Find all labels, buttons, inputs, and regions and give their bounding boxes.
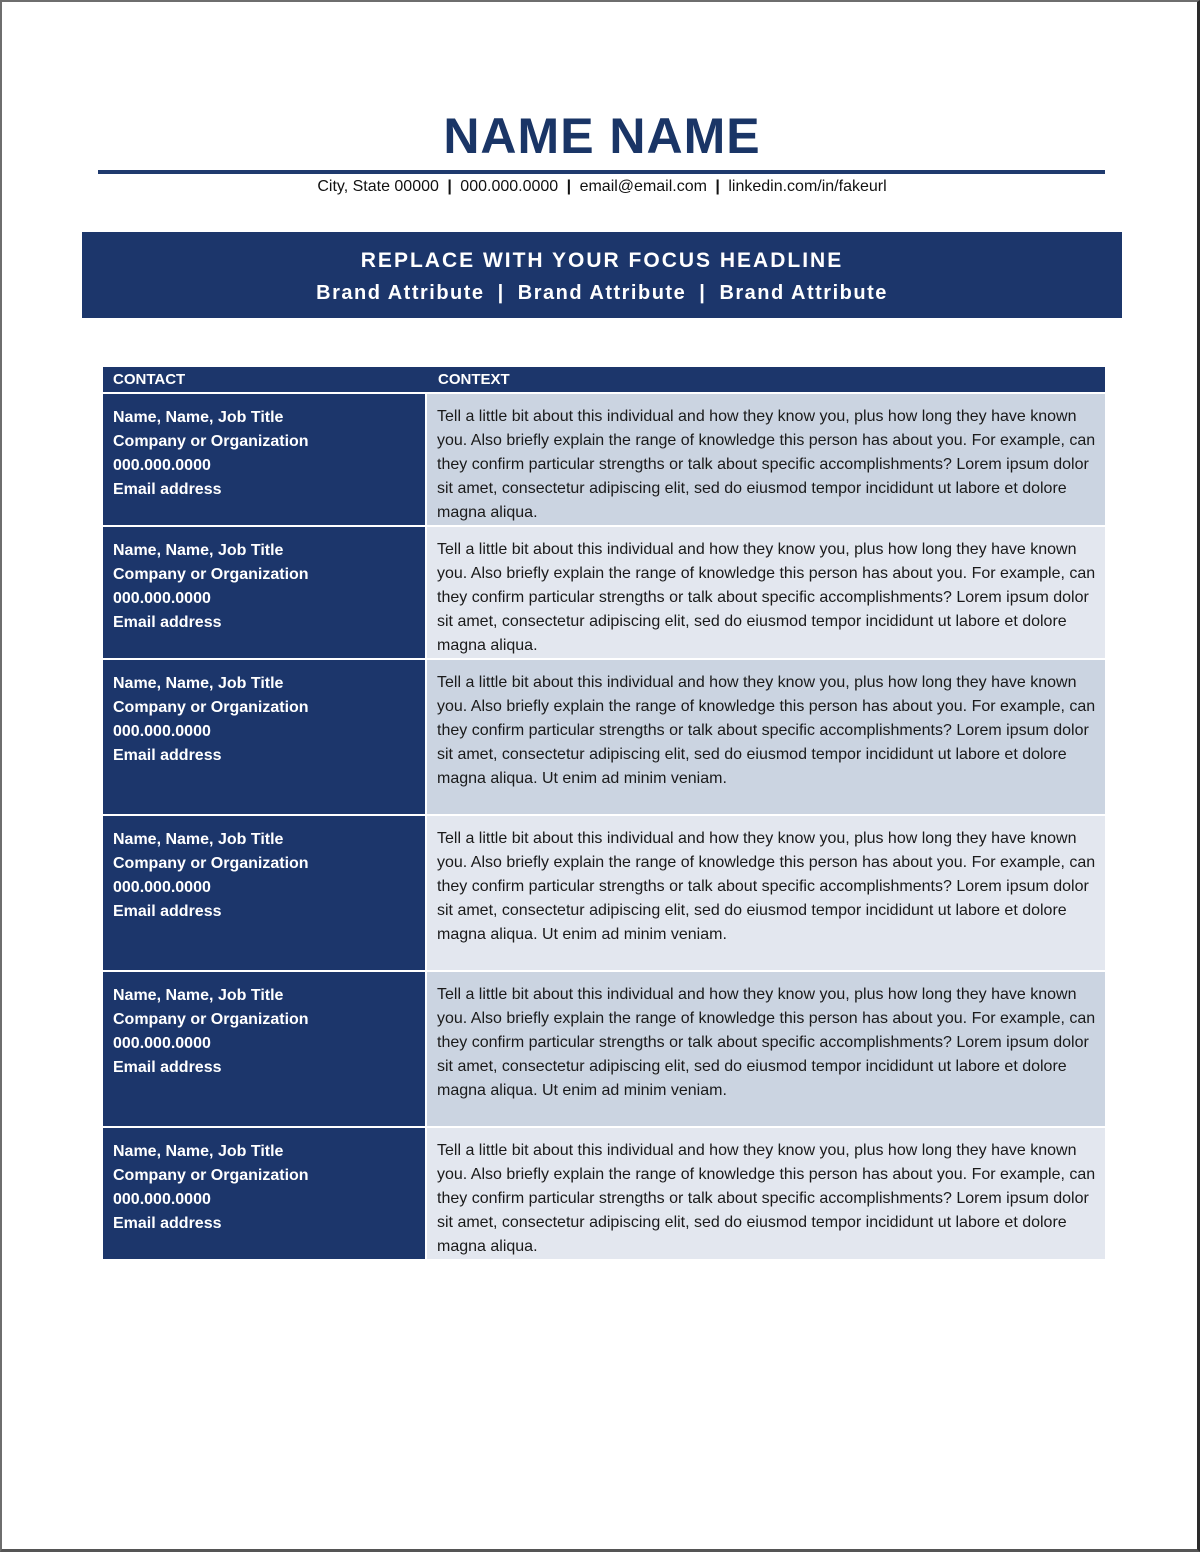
reference-company: Company or Organization bbox=[113, 566, 309, 583]
reference-phone: 000.000.0000 bbox=[113, 1191, 211, 1208]
contact-cell bbox=[103, 816, 425, 970]
context-cell: Tell a little bit about this individual and how they know you, plus how long they have known you. Also briefly explain the range of knowledge this person has about you. For example, can they confirm particular strengths or talk about specific accomplishments? Lorem ipsum dolor sit amet, consectetur adipiscing elit, sed do eiusmod tempor incididunt ut labore et dolore magna aliqua. Ut enim ad minim veniam. bbox=[427, 972, 1105, 1126]
references-table bbox=[103, 367, 1105, 1259]
reference-email: Email address bbox=[113, 614, 222, 631]
focus-headline: REPLACE WITH YOUR FOCUS HEADLINE bbox=[360, 249, 844, 272]
reference-name-title: Name, Name, Job Title bbox=[113, 987, 284, 1004]
reference-name-title: Name, Name, Job Title bbox=[113, 409, 284, 426]
separator: | bbox=[699, 282, 707, 304]
separator: | bbox=[715, 178, 720, 195]
brand-attribute: Brand Attribute bbox=[316, 282, 485, 304]
email: email@email.com bbox=[579, 178, 707, 195]
linkedin-url: linkedin.com/in/fakeurl bbox=[728, 178, 887, 195]
brand-attributes bbox=[82, 280, 1122, 306]
brand-attribute: Brand Attribute bbox=[517, 282, 687, 304]
focus-banner bbox=[82, 232, 1122, 318]
reference-name-title: Name, Name, Job Title bbox=[113, 831, 284, 848]
candidate-name: NAME NAME bbox=[443, 108, 761, 164]
context-cell: Tell a little bit about this individual and how they know you, plus how long they have known you. Also briefly explain the range of knowledge this person has about you. For example, can they confirm particular strengths or talk about specific accomplishments? Lorem ipsum dolor sit amet, consectetur adipiscing elit, sed do eiusmod tempor incididunt ut labore et dolore magna aliqua. bbox=[427, 527, 1105, 658]
table-row bbox=[103, 527, 1105, 658]
contact-cell bbox=[103, 972, 425, 1126]
phone: 000.000.0000 bbox=[460, 178, 559, 195]
reference-email: Email address bbox=[113, 1215, 222, 1232]
reference-phone: 000.000.0000 bbox=[113, 1035, 211, 1052]
reference-company: Company or Organization bbox=[113, 855, 309, 872]
reference-email: Email address bbox=[113, 903, 222, 920]
reference-email: Email address bbox=[113, 747, 222, 764]
contact-cell bbox=[103, 527, 425, 658]
reference-company: Company or Organization bbox=[113, 699, 309, 716]
reference-email: Email address bbox=[113, 481, 222, 498]
table-row bbox=[103, 1128, 1105, 1259]
reference-name-title: Name, Name, Job Title bbox=[113, 542, 284, 559]
context-cell: Tell a little bit about this individual and how they know you, plus how long they have known you. Also briefly explain the range of knowledge this person has about you. For example, can they confirm particular strengths or talk about specific accomplishments? Lorem ipsum dolor sit amet, consectetur adipiscing elit, sed do eiusmod tempor incididunt ut labore et dolore magna aliqua. bbox=[427, 394, 1105, 525]
table-row bbox=[103, 972, 1105, 1126]
reference-phone: 000.000.0000 bbox=[113, 723, 211, 740]
context-cell: Tell a little bit about this individual and how they know you, plus how long they have known you. Also briefly explain the range of knowledge this person has about you. For example, can they confirm particular strengths or talk about specific accomplishments? Lorem ipsum dolor sit amet, consectetur adipiscing elit, sed do eiusmod tempor incididunt ut labore et dolore magna aliqua. Ut enim ad minim veniam. bbox=[427, 660, 1105, 814]
reference-company: Company or Organization bbox=[113, 1011, 309, 1028]
reference-company: Company or Organization bbox=[113, 1167, 309, 1184]
header-divider bbox=[98, 170, 1105, 174]
table-row bbox=[103, 394, 1105, 525]
reference-phone: 000.000.0000 bbox=[113, 457, 211, 474]
reference-company: Company or Organization bbox=[113, 433, 309, 450]
table-header bbox=[103, 367, 1105, 392]
contact-line bbox=[2, 177, 1200, 197]
table-row bbox=[103, 816, 1105, 970]
column-header-contact: CONTACT bbox=[113, 371, 186, 388]
column-header-context: CONTEXT bbox=[438, 371, 510, 388]
reference-email: Email address bbox=[113, 1059, 222, 1076]
contact-cell bbox=[103, 1128, 425, 1259]
reference-phone: 000.000.0000 bbox=[113, 879, 211, 896]
separator: | bbox=[566, 178, 572, 195]
separator: | bbox=[447, 178, 452, 195]
table-row bbox=[103, 660, 1105, 814]
reference-name-title: Name, Name, Job Title bbox=[113, 1143, 284, 1160]
separator: | bbox=[497, 282, 505, 304]
context-cell: Tell a little bit about this individual and how they know you, plus how long they have known you. Also briefly explain the range of knowledge this person has about you. For example, can they confirm particular strengths or talk about specific accomplishments? Lorem ipsum dolor sit amet, consectetur adipiscing elit, sed do eiusmod tempor incididunt ut labore et dolore magna aliqua. Ut enim ad minim veniam. bbox=[427, 816, 1105, 970]
contact-cell bbox=[103, 394, 425, 525]
reference-phone: 000.000.0000 bbox=[113, 590, 211, 607]
brand-attribute: Brand Attribute bbox=[719, 282, 888, 304]
location: City, State 00000 bbox=[317, 178, 439, 195]
contact-cell bbox=[103, 660, 425, 814]
context-cell: Tell a little bit about this individual and how they know you, plus how long they have known you. Also briefly explain the range of knowledge this person has about you. For example, can they confirm particular strengths or talk about specific accomplishments? Lorem ipsum dolor sit amet, consectetur adipiscing elit, sed do eiusmod tempor incididunt ut labore et dolore magna aliqua. bbox=[427, 1128, 1105, 1259]
reference-name-title: Name, Name, Job Title bbox=[113, 675, 284, 692]
